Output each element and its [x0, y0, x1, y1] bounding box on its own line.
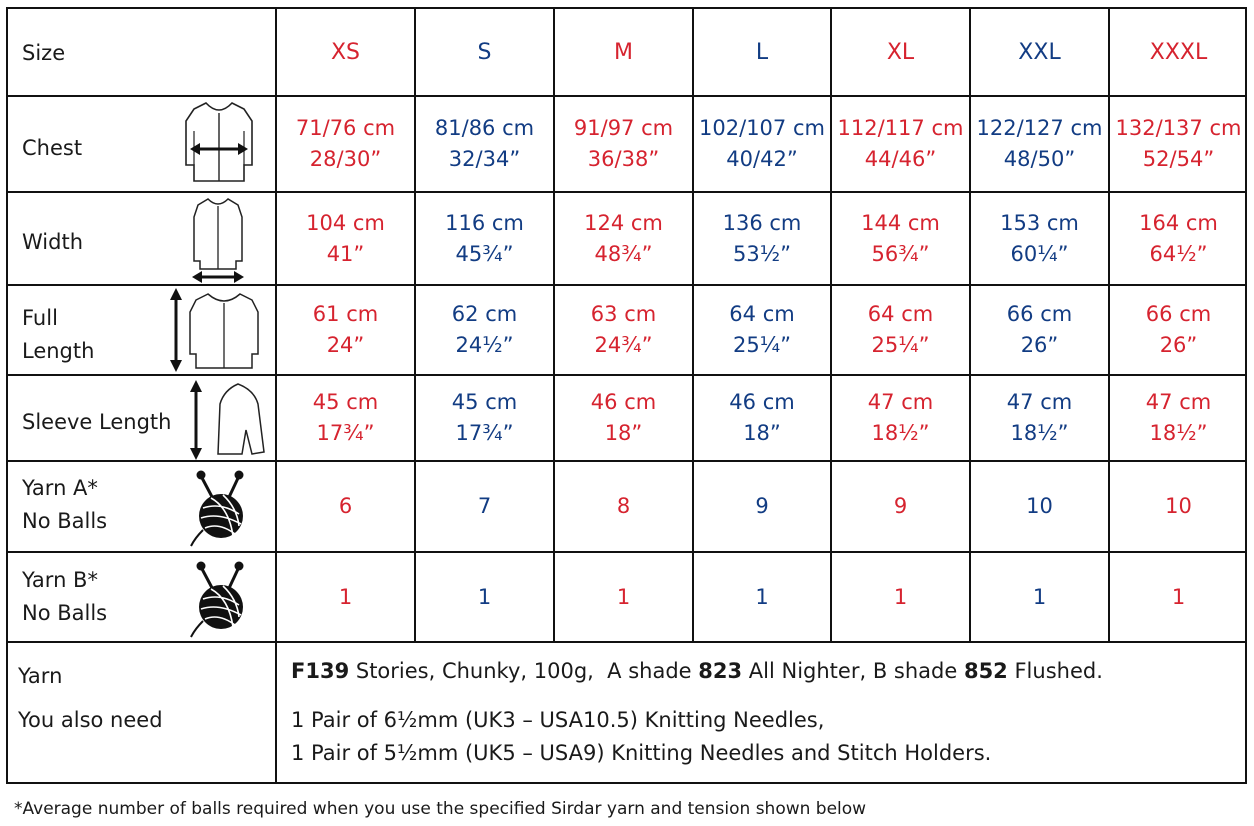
cell-value: 24¾” [594, 333, 653, 357]
cell-value: 24” [326, 333, 365, 357]
size-s: S [477, 39, 492, 65]
row-label-sleeve-length: Sleeve Length [22, 410, 172, 434]
row-label-line: Length [22, 339, 95, 363]
footer-divider [275, 643, 277, 784]
cell-value: 102/107 cm [699, 116, 825, 140]
cell-value: 25¼” [871, 333, 930, 357]
cell-value: 7 [477, 494, 492, 518]
table-cell [1110, 286, 1247, 374]
cell-value: 18” [604, 421, 643, 445]
table-cell [832, 97, 969, 191]
cell-value: 45 cm [451, 390, 518, 414]
table-cell [555, 97, 692, 191]
cell-value: 116 cm [445, 210, 524, 235]
row-label-line: Yarn A* [22, 476, 98, 500]
shade-b-code: 852 [963, 659, 1008, 683]
cell-value: 47 cm [867, 390, 934, 414]
table-cell [277, 286, 414, 374]
cell-value: 122/127 cm [976, 116, 1103, 140]
table-cell [555, 553, 692, 641]
cell-value: 40/42” [726, 147, 798, 171]
also-need-label: You also need [18, 708, 163, 732]
table-cell [832, 462, 969, 551]
cell-value: 26” [1020, 333, 1059, 357]
cell-value: 1 [893, 584, 908, 609]
shade-a-code: 823 [698, 659, 743, 683]
cell-value: 17¾” [316, 421, 375, 445]
needles-line-1: 1 Pair of 6½mm (UK3 – USA10.5) Knitting Needles, [291, 708, 825, 732]
cell-value: 56¾” [871, 241, 930, 266]
size-xl: XL [886, 39, 915, 65]
yarn-code: F139 [291, 659, 350, 683]
cell-value: 1 [616, 584, 631, 609]
cell-value: 36/38” [587, 147, 660, 171]
cell-value: 48/50” [1003, 147, 1076, 171]
table-cell [971, 286, 1108, 374]
size-header-label: Size [22, 41, 66, 65]
size-xs: XS [330, 39, 361, 65]
cell-value: 48¾” [594, 241, 653, 266]
cell-value: 164 cm [1139, 210, 1218, 235]
cell-value: 112/117 cm [837, 116, 964, 140]
size-table [6, 7, 1247, 784]
cell-value: 18½” [1010, 421, 1069, 445]
cell-value: 1 [477, 584, 492, 609]
cell-value: 17¾” [455, 421, 514, 445]
row-label-line: No Balls [22, 509, 108, 533]
cell-value: 44/46” [864, 147, 937, 171]
table-cell [416, 376, 553, 460]
cell-value: 47 cm [1006, 390, 1073, 414]
cell-value: 144 cm [861, 210, 940, 235]
yarn-text-part: Stories, Chunky, 100g, A shade [349, 659, 699, 683]
footnote: *Average number of balls required when you use the specified Sirdar yarn and tension shown below [14, 799, 867, 819]
cell-value: 9 [755, 494, 769, 518]
cell-value: 63 cm [590, 302, 657, 326]
cell-value: 41” [326, 241, 365, 266]
cell-value: 10 [1026, 494, 1053, 518]
cell-value: 1 [1171, 584, 1186, 609]
cell-value: 26” [1159, 333, 1198, 357]
cell-value: 6 [338, 494, 353, 518]
cell-value: 24½” [455, 333, 514, 357]
cell-value: 136 cm [722, 210, 802, 235]
cell-value: 64 cm [867, 302, 934, 326]
chest-measure-icon [182, 101, 256, 185]
table-cell [694, 193, 830, 284]
table-cell [416, 462, 553, 551]
table-cell [416, 553, 553, 641]
table-cell [1110, 462, 1247, 551]
table-cell [1110, 553, 1247, 641]
table-cell [971, 462, 1108, 551]
cell-value: 45¾” [455, 241, 514, 266]
table-cell [555, 376, 692, 460]
cell-value: 91/97 cm [573, 116, 674, 140]
sleeve-measure-icon [184, 380, 266, 460]
row-label-line: Yarn B* [22, 568, 98, 592]
table-cell [832, 286, 969, 374]
cell-value: 53½” [733, 241, 791, 266]
table-cell [694, 462, 830, 551]
cell-value: 18½” [871, 421, 930, 445]
table-cell [1110, 376, 1247, 460]
table-cell [555, 462, 692, 551]
table-cell [971, 553, 1108, 641]
table-cell [694, 376, 830, 460]
cell-value: 64 cm [729, 302, 795, 326]
cell-value: 81/86 cm [434, 116, 535, 140]
table-cell [277, 376, 414, 460]
row-label-full-length [22, 302, 94, 368]
cell-value: 45 cm [312, 390, 379, 414]
cell-value: 52/54” [1142, 147, 1215, 171]
cell-value: 46 cm [590, 390, 657, 414]
row-label-line: No Balls [22, 601, 108, 625]
yarn-text-part: Flushed. [1007, 659, 1103, 683]
cell-value: 153 cm [1000, 210, 1079, 235]
cell-value: 18” [743, 421, 781, 445]
cell-value: 10 [1165, 494, 1192, 518]
cell-value: 25¼” [733, 333, 791, 357]
yarn-text-part: All Nighter, B shade [742, 659, 964, 683]
table-cell [277, 553, 414, 641]
table-cell [694, 97, 830, 191]
cell-value: 62 cm [451, 302, 518, 326]
cell-value: 64½” [1149, 241, 1208, 266]
row-label-chest: Chest [22, 136, 83, 160]
table-cell [694, 286, 830, 374]
table-cell [832, 376, 969, 460]
cell-value: 71/76 cm [295, 116, 396, 140]
cell-value: 104 cm [306, 210, 385, 235]
table-cell [416, 193, 553, 284]
table-cell [277, 193, 414, 284]
needles-line-2: 1 Pair of 5½mm (UK5 – USA9) Knitting Needles and Stitch Holders. [291, 741, 992, 765]
table-cell [555, 286, 692, 374]
yarn-label: Yarn [18, 664, 63, 688]
cell-value: 61 cm [312, 302, 379, 326]
table-cell [832, 553, 969, 641]
table-cell [416, 97, 553, 191]
table-cell [1110, 193, 1247, 284]
length-measure-icon [168, 288, 264, 372]
table-cell [694, 553, 830, 641]
table-cell [971, 193, 1108, 284]
cell-value: 32/34” [448, 147, 521, 171]
table-cell [832, 193, 969, 284]
cell-value: 66 cm [1006, 302, 1073, 326]
cell-value: 18½” [1149, 421, 1208, 445]
table-cell [277, 97, 414, 191]
table-cell [277, 462, 414, 551]
size-xxl: XXL [1018, 39, 1061, 65]
cell-value: 66 cm [1145, 302, 1212, 326]
size-m: M [614, 39, 633, 65]
cell-value: 60¼” [1010, 241, 1069, 266]
yarn-ball-icon [189, 559, 251, 641]
row-divider [8, 641, 1245, 643]
row-label-line: Full [22, 306, 58, 330]
cell-value: 132/137 cm [1115, 116, 1242, 140]
cell-value: 28/30” [309, 147, 382, 171]
row-label-yarn-a [22, 472, 107, 538]
cell-value: 1 [755, 584, 769, 609]
cell-value: 124 cm [584, 210, 663, 235]
row-label-yarn-b [22, 564, 107, 630]
cell-value: 9 [893, 494, 908, 518]
cell-value: 47 cm [1145, 390, 1212, 414]
cell-value: 1 [338, 584, 353, 609]
cell-value: 1 [1032, 584, 1047, 609]
cell-value: 46 cm [729, 390, 795, 414]
yarn-description [291, 659, 1103, 683]
row-label-width: Width [22, 230, 84, 254]
size-xxxl: XXXL [1149, 39, 1208, 65]
table-cell [1110, 97, 1247, 191]
table-cell [416, 286, 553, 374]
size-l: L [755, 39, 769, 65]
table-cell [971, 376, 1108, 460]
table-cell [971, 97, 1108, 191]
width-measure-icon [188, 195, 248, 283]
yarn-ball-icon [189, 468, 251, 550]
cell-value: 8 [616, 494, 631, 518]
table-cell [555, 193, 692, 284]
